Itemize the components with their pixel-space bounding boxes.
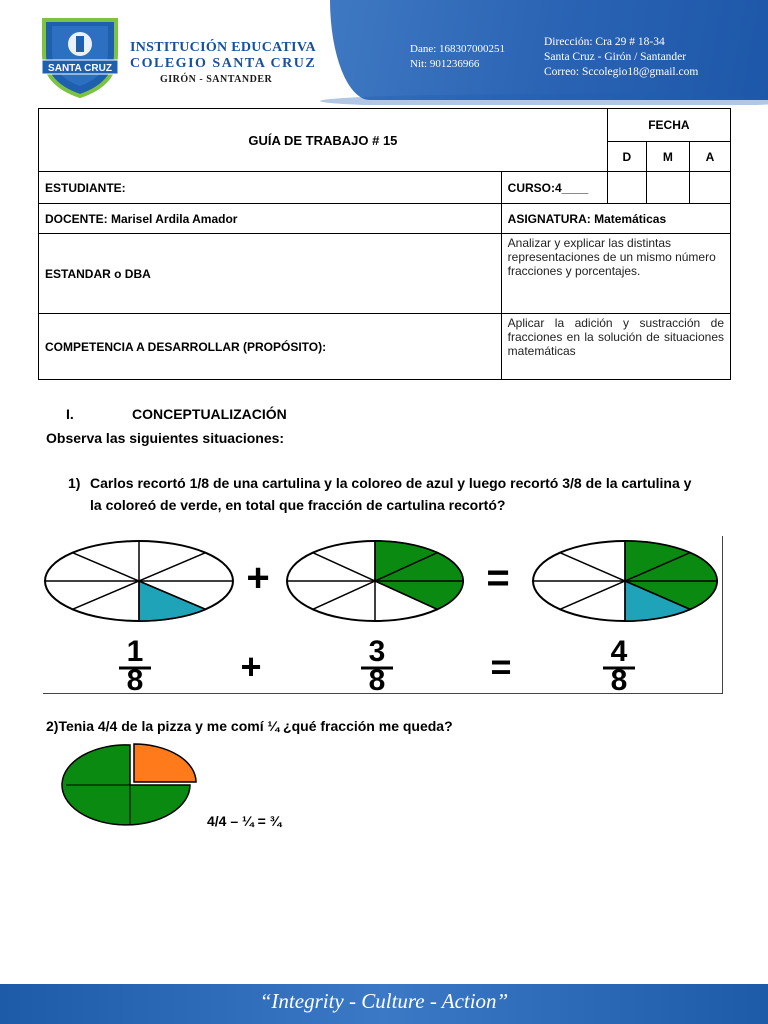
competence-label: COMPETENCIA A DESARROLLAR (PROPÓSITO): bbox=[39, 314, 502, 380]
day-label: D bbox=[607, 142, 646, 172]
subject-label: ASIGNATURA: Matemáticas bbox=[501, 204, 730, 234]
fraction-addition-figure bbox=[43, 536, 723, 694]
crest-text: SANTA CRUZ bbox=[48, 63, 112, 74]
address-line: Dirección: Cra 29 # 18-34 bbox=[544, 36, 665, 48]
page-header bbox=[0, 0, 768, 105]
fraction-1-denominator: 8 bbox=[126, 664, 144, 694]
fraction-2-numerator: 3 bbox=[368, 635, 386, 668]
section-heading bbox=[46, 406, 287, 422]
question-2-equation: 4/4 – ¼ = ¾ bbox=[207, 813, 282, 829]
circle-four-eighths bbox=[533, 541, 717, 621]
teacher-label: DOCENTE: Marisel Ardila Amador bbox=[39, 204, 502, 234]
dane-code: Dane: 168307000251 bbox=[410, 43, 506, 55]
fecha-label: FECHA bbox=[607, 109, 730, 142]
city-line: Santa Cruz - Girón / Santander bbox=[544, 51, 687, 63]
pizza-quarters-figure bbox=[46, 742, 206, 828]
nit-code: Nit: 901236966 bbox=[410, 58, 480, 70]
question-2: 2)Tenia 4/4 de la pizza y me comí ¼ ¿qué fracción me queda? bbox=[46, 718, 453, 734]
plus-sign-bottom: + bbox=[240, 646, 262, 687]
guide-info-table bbox=[38, 108, 731, 380]
school-motto: “Integrity - Culture - Action” bbox=[259, 989, 509, 1013]
fraction-3-numerator: 4 bbox=[610, 635, 628, 668]
school-contact bbox=[544, 35, 698, 80]
plus-sign: + bbox=[246, 556, 270, 600]
question-1-text: Carlos recortó 1/8 de una cartulina y la coloreo de azul y luego recortó 3/8 de la cartulina y la coloreó de verde, en total que fracción de cartulina recortó? bbox=[90, 475, 692, 513]
school-ids bbox=[410, 42, 505, 72]
standard-label: ESTANDAR o DBA bbox=[39, 234, 502, 314]
standard-text: Analizar y explicar las distintas representaciones de un mismo número fracciones y porcentajes. bbox=[501, 234, 730, 314]
school-name bbox=[130, 40, 316, 85]
day-value[interactable] bbox=[607, 172, 646, 204]
section-title: CONCEPTUALIZACIÓN bbox=[132, 406, 287, 422]
school-line-3: GIRÓN - SANTANDER bbox=[160, 74, 273, 85]
month-value[interactable] bbox=[646, 172, 689, 204]
fraction-1-numerator: 1 bbox=[126, 635, 144, 668]
circle-three-eighths bbox=[287, 541, 463, 621]
circle-one-eighth bbox=[45, 541, 233, 621]
email-line: Correo: Sccolegio18@gmail.com bbox=[544, 66, 699, 78]
guide-title: GUÍA DE TRABAJO # 15 bbox=[39, 109, 608, 172]
year-value[interactable] bbox=[689, 172, 730, 204]
course-label: CURSO:4____ bbox=[501, 172, 607, 204]
month-label: M bbox=[646, 142, 689, 172]
question-1-number: 1) bbox=[68, 475, 81, 491]
school-crest-icon bbox=[36, 14, 124, 98]
page-footer bbox=[0, 984, 768, 1024]
competence-text: Aplicar la adición y sustracción de fracciones en la solución de situaciones matemáticas bbox=[501, 314, 730, 380]
observe-instruction: Observa las siguientes situaciones: bbox=[46, 430, 285, 446]
equals-sign: = bbox=[486, 556, 510, 600]
school-line-2: COLEGIO SANTA CRUZ bbox=[130, 56, 317, 71]
pizza-eaten-quarter bbox=[134, 744, 196, 782]
fraction-2-denominator: 8 bbox=[368, 664, 386, 694]
question-1 bbox=[68, 472, 698, 516]
school-line-1: INSTITUCIÓN EDUCATIVA bbox=[130, 40, 316, 55]
year-label: A bbox=[689, 142, 730, 172]
fraction-3-denominator: 8 bbox=[610, 664, 628, 694]
student-label: ESTUDIANTE: bbox=[39, 172, 502, 204]
equals-sign-bottom: = bbox=[490, 646, 512, 687]
section-number: I. bbox=[66, 406, 74, 422]
